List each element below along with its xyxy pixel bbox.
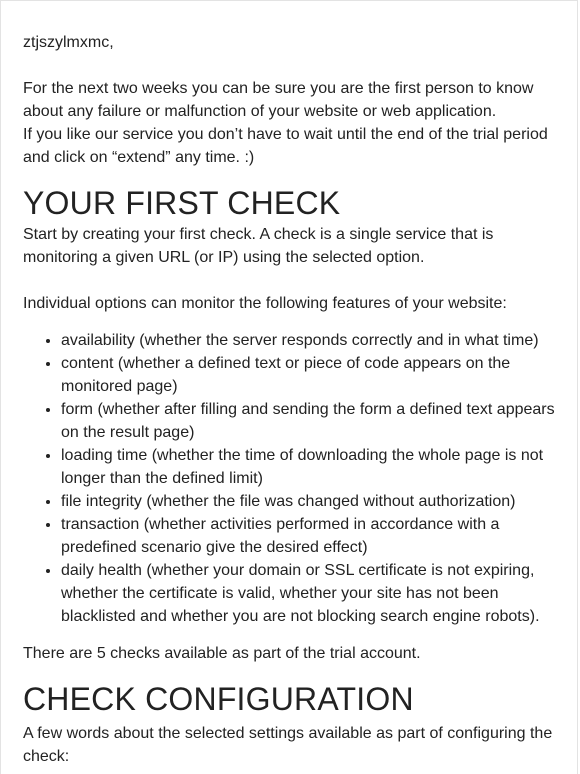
list-item-loading-time: • loading time (whether the time of downloading the whole page is not longer than the defined limit) bbox=[61, 444, 563, 490]
list-item-form: • form (whether after filling and sending the form a defined text appears on the result page) bbox=[61, 398, 563, 444]
intro-line-2: If you like our service you don’t have to wait until the end of the trial period and click on “extend” any time. :) bbox=[23, 126, 548, 166]
checks-summary: There are 5 checks available as part of the trial account. bbox=[23, 645, 421, 662]
greeting: ztjszylmxmc, bbox=[23, 34, 114, 51]
features-list bbox=[23, 329, 563, 628]
list-item-file-integrity: • file integrity (whether the file was changed without authorization) bbox=[61, 490, 563, 513]
heading-first-check: YOUR FIRST CHECK bbox=[23, 185, 341, 221]
list-item-availability: • availability (whether the server responds correctly and in what time) bbox=[61, 329, 563, 352]
first-check-lead: Start by creating your first check. A check is a single service that is monitoring a given URL (or IP) using the selected option. bbox=[23, 226, 494, 266]
heading-check-configuration: CHECK CONFIGURATION bbox=[23, 681, 414, 717]
list-item-content: • content (whether a defined text or piece of code appears on the monitored page) bbox=[61, 352, 563, 398]
intro-paragraph bbox=[23, 77, 563, 169]
configuration-lead: A few words about the selected settings available as part of configuring the check: bbox=[23, 725, 553, 765]
intro-line-1: For the next two weeks you can be sure you are the first person to know about any failure or malfunction of your website or web application. bbox=[23, 80, 534, 120]
list-item-transaction: • transaction (whether activities performed in accordance with a predefined scenario give the desired effect) bbox=[61, 513, 563, 559]
options-intro: Individual options can monitor the following features of your website: bbox=[23, 295, 507, 312]
email-content bbox=[23, 31, 563, 768]
list-item-daily-health: • daily health (whether your domain or SSL certificate is not expiring, whether the certificate is valid, whether your site has not been blacklisted and whether you are not blocking search engine robots). bbox=[61, 559, 563, 628]
